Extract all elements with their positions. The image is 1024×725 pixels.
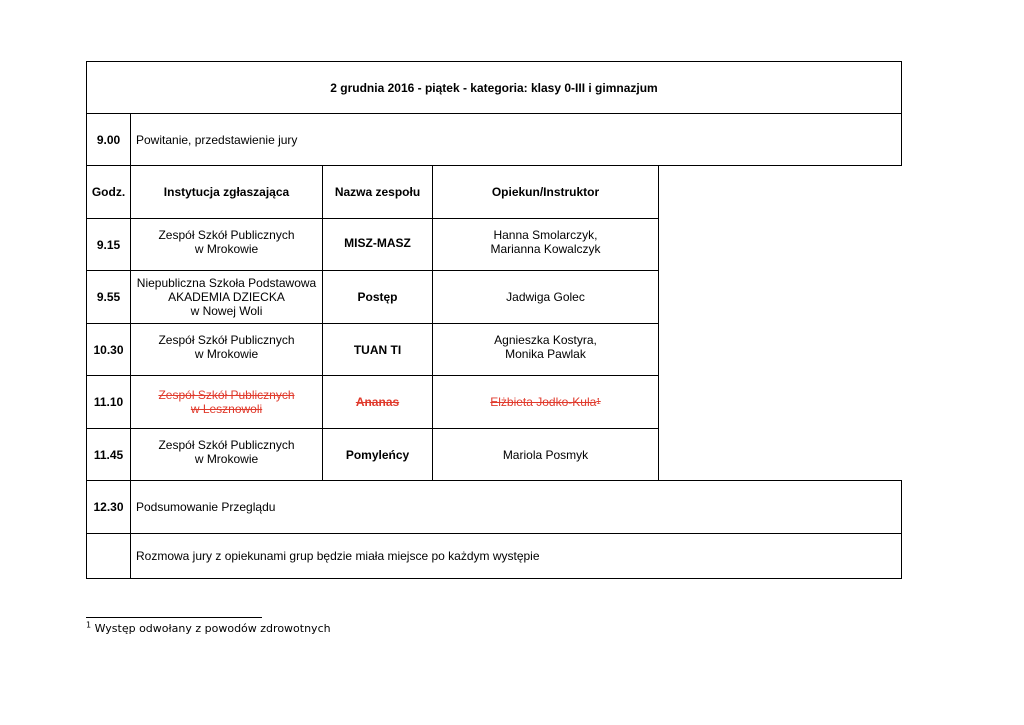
table-row-time: 9.15 (86, 218, 131, 271)
table-row-time: 10.30 (86, 323, 131, 376)
table-row-institution: Zespół Szkół Publicznych w Mrokowie (130, 323, 323, 376)
table-row-time: 11.45 (86, 428, 131, 481)
closing-text: Podsumowanie Przeglądu (130, 480, 902, 534)
footnote-mark: 1 (86, 620, 92, 630)
column-header-team: Nazwa zespołu (322, 165, 433, 219)
table-row-institution-cancelled: Zespół Szkół Publicznych w Lesznowoli (130, 375, 323, 429)
table-row-team: TUAN TI (322, 323, 433, 376)
column-header-institution: Instytucja zgłaszająca (130, 165, 323, 219)
schedule-title (86, 61, 902, 114)
table-row-team: Postęp (322, 270, 433, 324)
column-header-time: Godz. (86, 165, 131, 219)
table-row-time: 11.10 (86, 375, 131, 429)
table-row-team: MISZ-MASZ (322, 218, 433, 271)
footnote-separator (86, 617, 262, 618)
table-row-tutor: Jadwiga Golec (432, 270, 659, 324)
table-row-team: Pomyleńcy (322, 428, 433, 481)
table-row-tutor: Mariola Posmyk (432, 428, 659, 481)
table-row-time: 9.55 (86, 270, 131, 324)
footnote-text: Występ odwołany z powodów zdrowotnych (94, 622, 331, 635)
opening-text: Powitanie, przedstawienie jury (130, 113, 902, 166)
table-row-institution: Niepubliczna Szkoła Podstawowa AKADEMIA DZIECKA w Nowej Woli (130, 270, 323, 324)
table-row-tutor: Hanna Smolarczyk, Marianna Kowalczyk (432, 218, 659, 271)
note-text: Rozmowa jury z opiekunami grup będzie miała miejsce po każdym występie (130, 533, 902, 579)
table-row-institution: Zespół Szkół Publicznych w Mrokowie (130, 428, 323, 481)
opening-time: 9.00 (86, 113, 131, 166)
schedule-title-text: 2 grudnia 2016 - piątek - kategoria: klasy 0-III i gimnazjum (330, 80, 658, 95)
column-header-tutor: Opiekun/Instruktor (432, 165, 659, 219)
table-row-tutor-cancelled: Elżbieta Jodko-Kula 1 (432, 375, 659, 429)
note-empty-cell (86, 533, 131, 579)
table-row-tutor: Agnieszka Kostyra, Monika Pawlak (432, 323, 659, 376)
footnote (86, 622, 331, 635)
table-row-team-cancelled: Ananas (322, 375, 433, 429)
closing-time: 12.30 (86, 480, 131, 534)
table-row-institution: Zespół Szkół Publicznych w Mrokowie (130, 218, 323, 271)
